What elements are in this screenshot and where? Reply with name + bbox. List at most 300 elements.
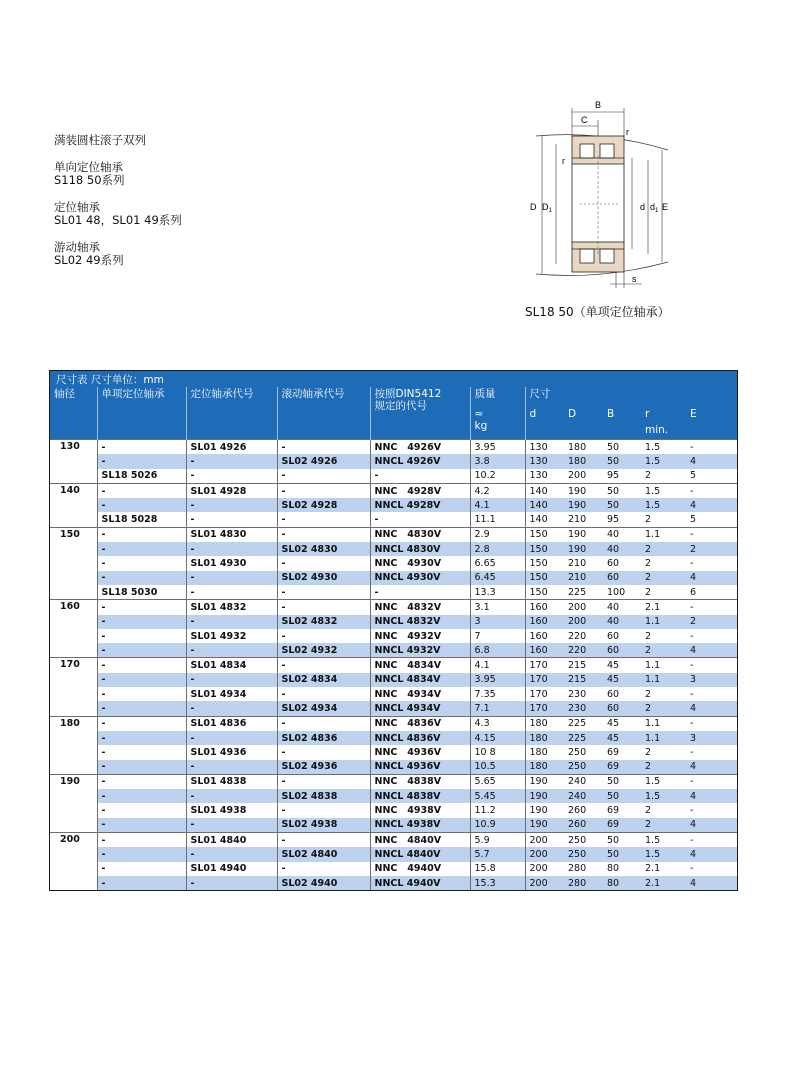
table-row [50,876,737,890]
table-cell: 60 [603,643,641,658]
intro-locating-series: SL01 48，SL01 49系列 [54,213,182,227]
table-cell: 6.65 [470,556,525,570]
table-cell: 15.8 [470,862,525,876]
table-cell: - [277,803,370,817]
table-row [50,512,737,527]
table-cell: - [277,600,370,615]
table-cell: - [686,658,737,673]
table-cell: 1.5 [641,440,686,455]
table-cell: 2 [641,818,686,833]
table-cell: 225 [568,586,587,598]
table-cell: 190 [564,542,603,556]
table-cell: SL02 4926 [277,454,370,468]
table-cell: 280 [564,876,603,890]
table-row [50,556,737,570]
table-cell: NNCL 4928V [370,498,470,512]
table-cell: 4 [686,876,737,890]
table-cell: - [186,847,277,861]
table-cell: - [97,716,186,731]
table-cell: 200 [568,470,587,482]
table-cell: 45 [603,731,641,745]
table-cell: 150 [525,527,564,542]
table-cell: - [686,833,737,848]
table-cell: - [186,701,277,716]
table-cell: SL02 4832 [277,615,370,629]
table-cell: - [186,454,277,468]
table-cell: 2 [641,571,686,585]
header-dims: 尺寸 [525,387,737,407]
table-row [50,498,737,512]
shaft-cell: 200 [50,833,97,891]
table-cell: - [97,571,186,585]
table-cell: - [277,745,370,759]
table-cell: 40 [603,600,641,615]
table-cell: NNCL 4930V [370,571,470,585]
table-cell: 180 [525,760,564,775]
table-cell: 4 [686,789,737,803]
table-cell: 45 [603,716,641,731]
table-cell: 2 [686,615,737,629]
table-cell: 5 [690,514,697,526]
table-cell: - [690,688,694,700]
table-cell: 225 [564,716,603,731]
table-cell: 3.1 [470,600,525,615]
table-row [50,847,737,861]
table-cell: 50 [603,498,641,512]
shaft-cell: 130 [50,440,97,484]
table-cell: 95 [607,514,620,526]
table-cell: - [370,512,470,527]
table-cell: 1.1 [641,615,686,629]
table-cell: - [97,498,186,512]
table-row [50,585,737,600]
intro-locating-title: 定位轴承 [54,199,100,214]
table-cell: - [690,863,694,875]
table-cell: 1.5 [641,483,686,498]
table-cell: NNCL 4926V [370,454,470,468]
table-cell: 80 [603,876,641,890]
table-cell: 210 [568,558,587,570]
table-cell: NNC 4830V [370,527,470,542]
header-din: 按照DIN5412 规定的代号 [370,387,470,440]
table-cell: - [186,615,277,629]
table-cell: 69 [607,746,620,758]
table-row [50,803,737,817]
table-cell: NNC 4940V [370,862,470,876]
table-cell: 4.1 [470,498,525,512]
table-cell: - [97,658,186,673]
table-cell: - [186,731,277,745]
table-cell: - [186,876,277,890]
table-cell: SL01 4932 [186,629,277,643]
table-body [50,440,737,891]
table-cell: 50 [603,774,641,789]
table-cell: 150 [525,585,564,600]
table-cell: 130 [525,454,564,468]
label-s: s [632,274,637,284]
table-cell: 190 [564,483,603,498]
header-floating: 滚动轴承代号 [277,387,370,440]
table-cell: 140 [525,512,564,527]
table-cell: SL01 4830 [186,527,277,542]
table-cell: 2.1 [641,876,686,890]
table-cell: - [370,585,470,600]
table-cell: 6.8 [470,643,525,658]
table-cell: - [97,643,186,658]
label-B: B [595,100,602,110]
table-cell: 170 [525,658,564,673]
table-cell: - [97,483,186,498]
table-cell: 50 [603,483,641,498]
table-cell: 1.1 [641,716,686,731]
table-cell: 5.9 [470,833,525,848]
label-C: C [581,115,588,125]
table-cell: 5.65 [470,774,525,789]
table-cell: 230 [568,688,587,700]
table-cell: 2.1 [645,863,661,875]
table-cell: 1.1 [641,673,686,687]
table-cell: 140 [525,498,564,512]
table-cell: NNCL 4834V [370,673,470,687]
table-cell: - [186,818,277,833]
table-row [50,469,737,484]
table-cell: - [186,673,277,687]
table-cell: SL01 4934 [186,687,277,701]
table-cell: 2 [641,760,686,775]
table-cell: 200 [525,833,564,848]
table-cell: 2 [641,542,686,556]
table-cell: NNC 4840V [370,833,470,848]
table-cell: - [690,746,694,758]
table-cell: 160 [525,629,564,643]
header-shaft: 轴径 [50,387,97,440]
table-cell: - [277,774,370,789]
table-cell: - [97,818,186,833]
table-cell: 190 [525,818,564,833]
table-cell: - [97,745,186,759]
table-cell: 200 [564,600,603,615]
intro-floating-series: SL02 49系列 [54,253,124,267]
header-mass: 质量 ≈ kg [470,387,525,440]
table-cell: 6 [690,586,697,598]
table-cell: 130 [525,440,564,455]
table-cell: 40 [603,542,641,556]
table-cell: - [97,731,186,745]
table-cell: NNCL 4932V [370,643,470,658]
table-cell: 210 [568,514,587,526]
table-cell: 2 [645,514,652,526]
table-cell: 1.5 [641,498,686,512]
table-cell: 190 [564,527,603,542]
table-cell: SL01 4940 [186,862,277,876]
table-cell: - [186,585,277,600]
table-cell: 4 [686,847,737,861]
table-cell: 4.2 [470,483,525,498]
label-D1: $D_1$ [542,202,552,214]
table-cell: NNCL 4940V [370,876,470,890]
table-cell: - [97,454,186,468]
table-cell: - [277,483,370,498]
table-cell: - [186,760,277,775]
table-cell: - [97,629,186,643]
label-r-left: r [562,156,565,166]
table-row [50,440,737,455]
table-cell: - [686,483,737,498]
table-cell: 60 [607,630,620,642]
table-cell: - [686,716,737,731]
table-cell: - [277,833,370,848]
shaft-cell: 150 [50,527,97,599]
table-cell: NNC 4934V [370,687,470,701]
table-cell: 50 [603,440,641,455]
table-cell: - [97,527,186,542]
table-cell: 170 [525,673,564,687]
table-cell: 1.1 [641,527,686,542]
table-cell: - [97,803,186,817]
table-cell: - [277,716,370,731]
table-cell: SL18 5026 [97,469,186,484]
table-cell: - [186,469,277,484]
table-cell: SL01 4834 [186,658,277,673]
table-cell: 225 [564,731,603,745]
table-cell: - [97,862,186,876]
table-cell: 4 [686,701,737,716]
table-cell: - [277,512,370,527]
table-cell: 1.5 [641,833,686,848]
table-cell: - [277,687,370,701]
table-cell: SL01 4836 [186,716,277,731]
table-cell: SL02 4840 [277,847,370,861]
table-cell: 80 [607,863,620,875]
table-cell: 220 [568,630,587,642]
table-cell: - [690,558,694,570]
table-cell: - [277,658,370,673]
table-cell: 50 [603,789,641,803]
label-d1: $d_1$ [650,202,659,214]
diagram-caption: SL18 50（单项定位轴承） [525,305,670,319]
intro-floating-title: 游动轴承 [54,239,100,254]
table-cell: SL02 4838 [277,789,370,803]
table-cell: 5.45 [470,789,525,803]
table-cell: 180 [525,716,564,731]
table-cell: - [277,862,370,876]
table-cell: 3.95 [470,673,525,687]
table-cell: SL18 5028 [97,512,186,527]
table-cell: 2.8 [470,542,525,556]
table-cell: - [277,527,370,542]
table-cell: - [186,571,277,585]
table-cell: 200 [525,862,564,876]
table-cell: 4 [686,498,737,512]
label-r-top: r [626,127,629,137]
table-cell: - [186,643,277,658]
table-cell: 2 [645,630,652,642]
table-cell: - [97,615,186,629]
table-cell: 60 [607,688,620,700]
table-row [50,658,737,673]
table-row [50,701,737,716]
table-cell: 3 [686,673,737,687]
shaft-cell: 190 [50,774,97,832]
table-row [50,673,737,687]
table-cell: NNCL 4836V [370,731,470,745]
table-cell: 15.3 [470,876,525,890]
table-cell: - [690,805,694,817]
table-row [50,716,737,731]
table-cell: - [97,687,186,701]
table-cell: 160 [525,600,564,615]
table-cell: 200 [564,615,603,629]
table-cell: - [186,498,277,512]
table-row [50,774,737,789]
table-row [50,643,737,658]
table-cell: SL02 4936 [277,760,370,775]
table-cell: 210 [564,571,603,585]
table-cell: - [97,833,186,848]
table-cell: 2 [641,643,686,658]
table-row [50,542,737,556]
table-cell: - [690,630,694,642]
table-cell: 180 [525,731,564,745]
table-cell: 5 [690,470,697,482]
table-row [50,687,737,701]
table-cell: 240 [564,789,603,803]
table-row [50,629,737,643]
table-row [50,760,737,775]
table-cell: 50 [603,847,641,861]
table-cell: NNC 4838V [370,774,470,789]
table-cell: SL02 4934 [277,701,370,716]
table-cell: 250 [564,760,603,775]
table-cell: 170 [525,701,564,716]
intro-single-series: S118 50系列 [54,173,125,187]
intro-heading: 满装圆柱滚子双列 [54,133,146,147]
table-cell: 6.45 [470,571,525,585]
table-cell: SL01 4838 [186,774,277,789]
table-cell: SL01 4832 [186,600,277,615]
table-cell: 40 [603,527,641,542]
table-row [50,454,737,468]
table-cell: 3 [470,615,525,629]
table-cell: 7.35 [470,687,525,701]
table-cell: 2 [686,542,737,556]
table-cell: 2 [645,558,652,570]
table-cell: - [686,527,737,542]
table-cell: 150 [525,556,564,570]
table-cell: 11.1 [470,512,525,527]
table-cell: 95 [607,470,620,482]
table-cell: NNCL 4832V [370,615,470,629]
table-cell: 190 [564,498,603,512]
table-cell: 160 [525,643,564,658]
table-cell: 250 [564,833,603,848]
table-cell: - [97,876,186,890]
table-cell: 150 [525,571,564,585]
table-cell: 60 [607,558,620,570]
table-cell: NNC 4936V [370,745,470,759]
header-single: 单项定位轴承 [97,387,186,440]
table-row [50,731,737,745]
table-row [50,615,737,629]
table-row [50,833,737,848]
shaft-cell: 180 [50,716,97,774]
table-cell: NNCL 4934V [370,701,470,716]
table-cell: - [686,440,737,455]
table-cell: 180 [564,440,603,455]
table-cell: 2 [645,688,652,700]
table-cell: - [97,440,186,455]
table-cell: 260 [564,818,603,833]
table-cell: 5.7 [470,847,525,861]
table-cell: 50 [603,833,641,848]
header-B: B [603,407,641,440]
table-cell: 60 [603,701,641,716]
table-cell: 40 [603,615,641,629]
table-cell: 2 [645,805,652,817]
table-cell: 11.2 [470,803,525,817]
shaft-cell: 140 [50,483,97,527]
table-cell: - [186,542,277,556]
table-cell: - [277,469,370,484]
table-cell: 4.15 [470,731,525,745]
table-cell: 240 [564,774,603,789]
table-cell: 13.3 [470,585,525,600]
table-cell: 10.9 [470,818,525,833]
table-cell: 280 [568,863,587,875]
table-cell: 45 [603,658,641,673]
table-cell: SL02 4928 [277,498,370,512]
table-cell: - [97,542,186,556]
table-cell: 200 [525,847,564,861]
table-cell: 4 [686,760,737,775]
table-cell: 4 [686,818,737,833]
table-cell: 2 [645,470,652,482]
table-cell: 2.1 [641,600,686,615]
table-cell: 10.2 [470,469,525,484]
table-cell: 160 [525,615,564,629]
table-cell: SL02 4940 [277,876,370,890]
table-cell: NNC 4832V [370,600,470,615]
table-cell: - [97,600,186,615]
table-cell: NNCL 4840V [370,847,470,861]
table-row [50,745,737,759]
table-cell: NNC 4932V [370,629,470,643]
table-cell: - [277,585,370,600]
table-cell: - [97,673,186,687]
table-cell: SL02 4834 [277,673,370,687]
header-D: D [564,407,603,440]
table-cell: 190 [525,774,564,789]
table-cell: 2 [645,586,652,598]
table-cell: - [370,469,470,484]
table-cell: - [277,556,370,570]
table-cell: 3.95 [470,440,525,455]
table-cell: 45 [603,673,641,687]
table-cell: NNC 4836V [370,716,470,731]
table-cell: SL02 4938 [277,818,370,833]
table-cell: 69 [603,818,641,833]
table-cell: 60 [603,571,641,585]
table-cell: - [97,760,186,775]
table-cell: - [97,556,186,570]
table-cell: 150 [525,542,564,556]
table-cell: 7.1 [470,701,525,716]
table-cell: 250 [564,847,603,861]
table-cell: - [186,512,277,527]
table-cell: 130 [525,469,564,484]
table-cell: - [186,789,277,803]
header-d: d [525,407,564,440]
